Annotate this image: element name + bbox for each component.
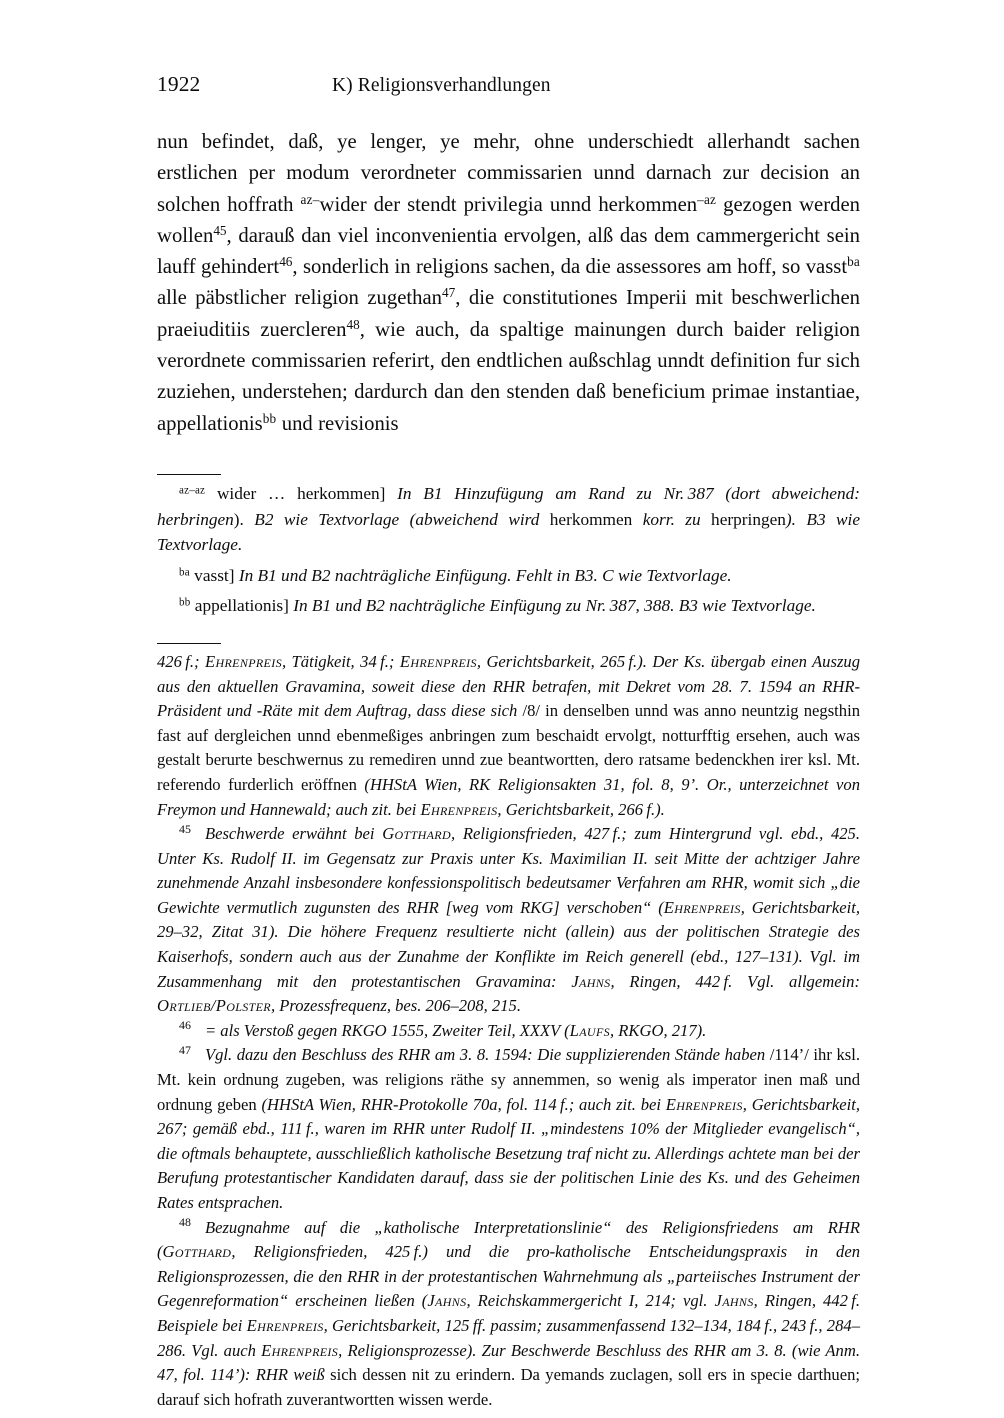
- footnote-text: Bezugnahme auf die „katholische Interpretationslinie“ des Religionsfriedens am RHR (: [157, 1217, 860, 1262]
- variant-entry-lemma: wider … herkommen]: [216, 483, 386, 503]
- variant-apparatus-block: [157, 474, 860, 619]
- variant-entry-sigil: ba: [179, 566, 190, 578]
- main-body-text: [157, 127, 860, 440]
- footnote-ref-45: 45: [213, 223, 227, 239]
- variant-entry-text: In B1 und B2 nachträgliche Einfügung. Fehlt in B3. C wie Textvorlage.: [238, 565, 732, 585]
- variant-entry-sigil: bb: [179, 596, 191, 609]
- variant-entry-lemma: appellationis]: [194, 596, 289, 616]
- footnote-ref-46: 46: [279, 254, 293, 270]
- variant-entry-text: In B1 Hinzufügung am Rand zu Nr. 387 (dort abweichend: herbringen: [157, 483, 860, 529]
- footnote-ref-47: 47: [442, 285, 456, 301]
- footnote-ref-48: 48: [346, 316, 360, 332]
- footnote-46: 46 = als Verstoß gegen RKGO 1555, Zweiter Teil, XXXV (Laufs, RKGO, 217).: [179, 1018, 707, 1040]
- variant-entry-sigil: az–az: [179, 484, 206, 497]
- variant-entry-lemma: vasst]: [194, 565, 235, 585]
- footnote-continuation: 426 f.; Ehrenpreis, Tätigkeit, 34 f.; Ehrenpreis, Gerichtsbarkeit, 265 f.). Der Ks. übergab einen Auszug aus den aktuellen Gravamina, soweit diese den RHR betrafen, mit Dekret vom 28. 7. 1594 an RHR-Präsident und -Räte mit dem Auftrag, dass diese sich /8/ in denselben unnd was anno neuntzig negsthin fast auf dergleichen unnd ebenmeßiges anbringen zum beschaidt ervolgt, notturfftig ersehen, auch was gestalt berurte beschwernus zu remediren unnd zue beantwortten, dero ratsame bedenckhen irer ksl. Mt. referendo furderlich eröffnen (HHStA Wien, RK Religionsakten 31, fol. 8, 9’. Or., unterzeichnet von Freymon und Hannewald; auch zit. bei Ehrenpreis, Gerichtsbarkeit, 266 f.).: [157, 651, 860, 819]
- variant-apparatus-entries: [157, 481, 860, 619]
- footnote-48: 48 Bezugnahme auf die „katholische Interpretationslinie“ des Religionsfriedens am RHR (Gotthard, Religionsfrieden, 425 f.) und die pro-katholische Entscheidungspraxis in den Religionsprozessen, die den RHR in der protestantischen Wahrnehmung als „parteiisches Instrument der Gegenreformation“ erscheinen ließen (Jahns, Reichskammergericht I, 214; vgl. Jahns, Ringen, 442 f. Beispiele bei Ehrenpreis, Gerichtsbarkeit, 125 ff. passim; zusammenfassend 132–134, 184 f., 243 f., 284–286. Vgl. auch Ehrenpreis, Religionsprozesse). Zur Beschwerde Beschluss des RHR am 3. 8. (wie Anm. 47, fol. 114’): RHR weiß sich dessen nit zu erindern. Da yemands zuclagen, soll ers in specie darthuen; darauf sich hofrath zuverantwortten wissen werde.: [157, 1215, 860, 1409]
- variant-sigil-az-open: az–: [300, 191, 320, 207]
- variant-entry-text: In B1 und B2 nachträgliche Einfügung zu Nr. 387, 388. B3 wie Textvorlage.: [293, 596, 816, 616]
- variant-entry-ba: [157, 563, 860, 589]
- footnote-text: Vgl. dazu den Beschluss des RHR am 3. 8. 1594: Die supplizierenden Stände haben: [204, 1045, 766, 1065]
- running-title: K) Religionsverhandlungen: [332, 75, 551, 96]
- page-content: [157, 72, 860, 1412]
- variant-sigil-bb: bb: [262, 410, 277, 426]
- footnote-text: Beschwerde erwähnt bei: [204, 824, 375, 844]
- variant-sigil-az-close: –az: [697, 191, 717, 207]
- footnote-45: 45 Beschwerde erwähnt bei Gotthard, Religionsfrieden, 427 f.; zum Hintergrund vgl. ebd., 425. Unter Ks. Rudolf II. im Gegensatz zur Praxis unter Ks. Maximilian II. seit Mitte der achtziger Jahre zunehmende Anzahl insbesondere konfessionspolitisch bedeutsamer Verfahren am RHR, womit sich „die Gewichte vermutlich zugunsten des RHR [weg vom RKG] verschoben“ (Ehrenpreis, Gerichtsbarkeit, 29–32, Zitat 31). Die höhere Frequenz resultierte nicht (allein) aus der politischen Strategie des Kaiserhofs, sondern auch aus der Zunahme der Konflikte im Reich generell (ebd., 127–131). Vgl. im Zusammenhang mit den protestantischen Gravamina: Jahns, Ringen, 442 f. Vgl. allgemein: Ortlieb/Polster, Prozessfrequenz, bes. 206–208, 215.: [157, 821, 860, 1016]
- footnote-apparatus-entries: [157, 650, 860, 1412]
- page-number: 1922: [157, 72, 201, 96]
- footnote-apparatus-block: [157, 643, 860, 1412]
- variant-sigil-ba: ba: [847, 254, 860, 270]
- apparatus-rule-variants: [157, 474, 221, 475]
- variant-entry-az: $^{az-az}$ wider … herkommen] In B1 Hinzufügung am Rand zu Nr. 387 (dort abweichend: herbringen). B2 wie Textvorlage (abweichend wird herkommen korr. zu herpringen). B3 wie Textvorlage.: [157, 483, 860, 555]
- footnote-47: 47 Vgl. dazu den Beschluss des RHR am 3. 8. 1594: Die supplizierenden Stände haben /114’/ ihr ksl. Mt. kein ordnung zugeben, was religions räthe sy annemmen, so wenig als imperator inen maß und ordnung geben (HHStA Wien, RHR-Protokolle 70a, fol. 114 f.; auch zit. bei Ehrenpreis, Gerichtsbarkeit, 267; gemäß ebd., 111 f., waren im RHR unter Rudolf II. „mindestens 10% der Mitglieder evangelisch“, die oftmals behauptete, ausschließlich katholische Besetzung traf nicht zu. Allerdings achtete man bei der Berufung protestantischer Kandidaten darauf, dass sie der politischen Linie des Ks. und des Geheimen Rates entsprachen.: [157, 1042, 860, 1212]
- body-paragraph: nun befindet, daß, ye lenger, ye mehr, ohne underschiedt allerhandt sachen erstlichen per modum verordneter commissarien unnd darnach zur decision an solchen hoffrath $^{az-}$wider der stendt privilegia unnd herkommen$^{-az}$ gezogen werden wollen$^{45}$, darauß dan viel inconvenientia ervolgen, alß das dem cammergericht sein lauff gehindert$^{46}$, sonderlich in religions sachen, da die assessores am hoff, so vasst$^{ba}$ alle päbstlicher religion zugethan$^{47}$, die constitutiones Imperii mit beschwerlichen praeiuditiis zuercleren$^{48}$, wie auch, da spaltige mainungen durch baider religion verordnete commissarien referirt, den endtlichen außschlag unndt definition fur sich zuziehen, understehen; dardurch dan den stenden daß beneficium primae instantiae, appellationis$^{bb}$ und revisionis: [157, 131, 861, 435]
- apparatus-rule-footnotes: [157, 643, 221, 644]
- variant-entry-bb: [157, 593, 860, 619]
- running-head: [157, 72, 860, 97]
- footnote-text: = als Verstoß gegen RKGO 1555, Zweiter Teil, XXXV (: [204, 1020, 570, 1040]
